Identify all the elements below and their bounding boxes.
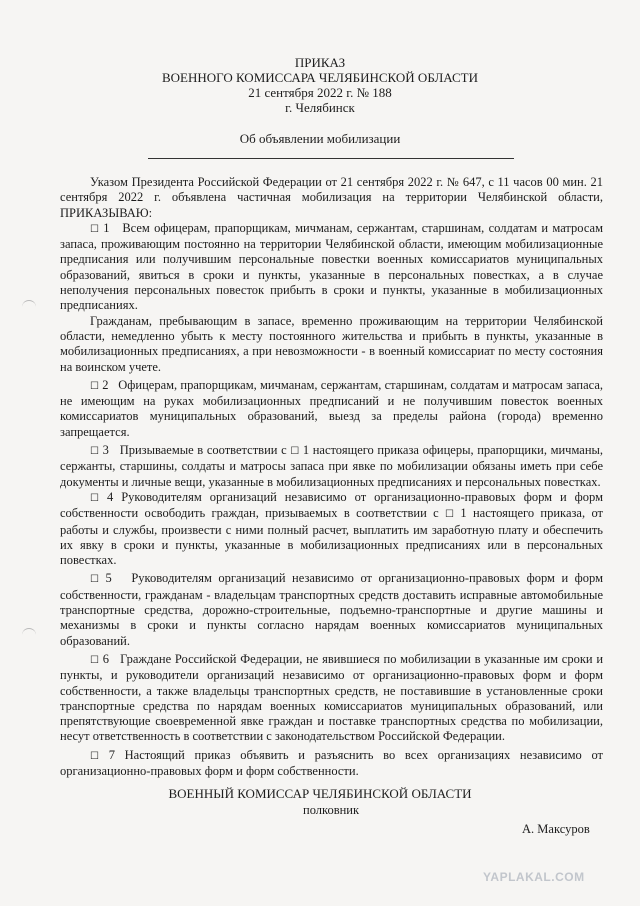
checkbox-icon: ☐: [445, 509, 455, 521]
item-7-paragraph: [60, 748, 603, 780]
doc-subject: Об объявлении мобилизации: [239, 131, 401, 146]
intro-paragraph: [60, 175, 603, 221]
item-6-number: 6: [102, 651, 109, 666]
item-3-text-b: настоящего приказа офицеры, прапорщики, мичманы, сержанты, старшины, солдаты и матросы запаса при явке по мобилизации обязаны иметь при себе документы и личные вещи, указанные в мобилизационных предписаниях и персональных повестках.: [60, 443, 604, 489]
doc-date-number: 21 сентября 2022 г. № 188: [248, 85, 392, 100]
item-5-paragraph: [60, 571, 603, 648]
item-3-ref: 1: [302, 443, 310, 458]
doc-city: г. Челябинск: [285, 100, 355, 115]
signatory-title: ВОЕННЫЙ КОМИССАР ЧЕЛЯБИНСКОЙ ОБЛАСТИ: [168, 786, 472, 801]
doc-body: [60, 175, 603, 779]
item-2-paragraph: [60, 378, 603, 440]
checkbox-icon: ☐: [90, 223, 99, 235]
item-4-number: 4: [106, 489, 114, 504]
item-5-number: 5: [105, 571, 112, 586]
checkbox-icon: ☐: [90, 654, 99, 666]
item-4-text-a: Руководителям организаций независимо от организационно-правовых форм и форм собственности освободить граждан, призываемых в соответствии с: [60, 489, 603, 521]
issuer-title: ВОЕННОГО КОМИССАРА ЧЕЛЯБИНСКОЙ ОБЛАСТИ: [161, 70, 479, 85]
punch-hole-mark: [22, 300, 36, 311]
doc-type-title: ПРИКАЗ: [294, 55, 346, 70]
item-4-text-b: настоящего приказа, от работы и службы, произвести с ними полный расчет, выплатить им заработную плату и обеспечить их явку в сроки и пункты, указанные в мобилизационных предписаниях или в персональных повестках.: [60, 506, 604, 568]
item-4-ref: 1: [460, 506, 467, 521]
punch-hole-mark: [22, 628, 36, 639]
item-2-number: 2: [102, 377, 109, 392]
item-7-text: Настоящий приказ объявить и разъяснить во всех организациях независимо от организационно-правовых форм и форм собственности.: [60, 747, 604, 778]
item-2-text: Офицерам, прапорщикам, мичманам, сержантам, старшинам, солдатам и матросам запаса, не имеющим на руках мобилизационных предписаний и не получившим повесток военных комиссариатов муниципальных образований, выезд за пределы района (города) временно запрещается.: [60, 377, 604, 439]
item-5-text: Руководителям организаций независимо от организационно-правовых форм и форм собственности, гражданам - владельцам транспортных средств доставить исправные автомобильные транспортные средства, дорожно-строительные, подъемно-транспортные и другие машины и механизмы в сроки и пункты согласно нарядам военных комиссариатов муниципальных образований.: [60, 571, 604, 648]
item-3-paragraph: [60, 443, 603, 490]
item-3-number: 3: [102, 443, 109, 458]
item-1b-text: Гражданам, пребывающим в запасе, временно проживающим на территории Челябинской области, немедленно убыть к месту постоянного жительства и прибыть в пункты, указанные в мобилизационных предписаниях, а при невозможности - в военный комиссариат по месту состояния на воинском учете.: [60, 313, 603, 374]
item-4-paragraph: [60, 490, 603, 568]
item-6-paragraph: [60, 652, 603, 745]
checkbox-icon: ☐: [90, 492, 99, 504]
checkbox-icon: ☐: [90, 446, 99, 458]
checkbox-icon: ☐: [290, 446, 300, 458]
checkbox-icon: ☐: [90, 750, 99, 762]
subject-underline: [148, 158, 514, 159]
checkbox-icon: ☐: [90, 574, 99, 586]
item-7-number: 7: [108, 747, 115, 762]
item-1-paragraph: [60, 221, 603, 314]
item-1b-paragraph: [60, 314, 603, 375]
item-1-number: 1: [103, 220, 110, 235]
item-6-text: Граждане Российской Федерации, не явившиеся по мобилизации в указанные им сроки и пункты, и руководители организаций независимо от организационно-правовых форм и форм собственности, а также владельцы транспортных средств, не поставившие в установленные сроки транспортные средства по нарядам военных комиссариатов муниципальных образований, или препятствующие своевременной явке граждан и поставке транспортных средства по мобилизации, несут ответственность в соответствии с законодательством Российской Федерации.: [60, 651, 604, 744]
checkbox-icon: ☐: [90, 380, 99, 392]
signatory-rank: полковник: [303, 803, 360, 817]
item-1-text: Всем офицерам, прапорщикам, мичманам, сержантам, старшинам, солдатам и матросам запаса, проживающим постоянно на территории Челябинской области, имеющим мобилизационные предписания или получившим персональные повестки военных комиссариатов муниципальных образований, явиться в сроки и пункты, указанные в персональных повестках, а в случае неполучения персональных повесток прибыть в сроки и пункты, указанные в мобилизационных предписаниях.: [60, 220, 603, 313]
site-watermark: YAPLAKAL.COM: [483, 870, 585, 884]
intro-text: Указом Президента Российской Федерации от 21 сентября 2022 г. № 647, с 11 часов 00 мин. 21 сентября 2022 г. объявлена частичная мобилизация на территории Челябинской области, ПРИКАЗЫВАЮ:: [60, 175, 603, 220]
signatory-name: А. Максуров: [522, 822, 590, 836]
item-3-text-a: Призываемые в соответствии с: [119, 443, 287, 458]
